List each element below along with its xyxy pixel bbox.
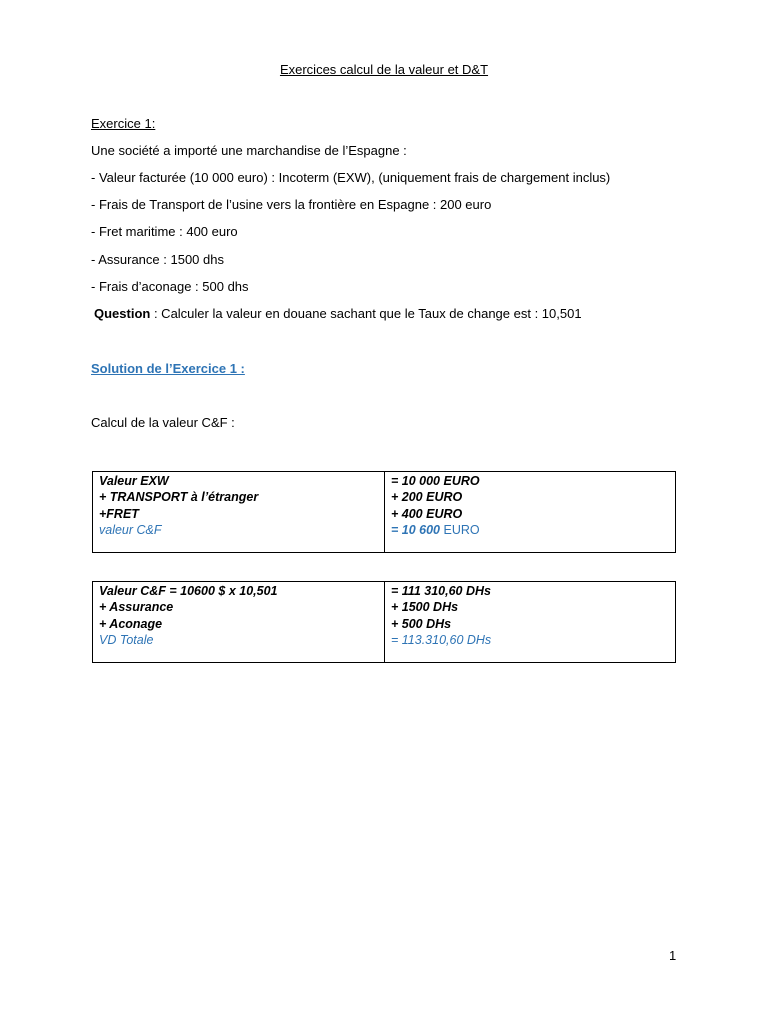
calc-label: Calcul de la valeur C&F :: [91, 415, 235, 430]
question-label: Question: [94, 306, 151, 321]
question-line: [94, 306, 582, 321]
table-value: + 1500 DHs: [391, 600, 459, 615]
paragraph-sea-freight: - Fret maritime : 400 euro: [91, 224, 238, 239]
table-total-value-line: [391, 522, 669, 538]
page-number: 1: [669, 948, 677, 963]
table-total-label: VD Totale: [99, 632, 154, 647]
paragraph-handling-cost: - Frais d’aconage : 500 dhs: [91, 279, 249, 294]
table-value: = 111 310,60 DHs: [391, 584, 491, 598]
table-total-label: valeur C&F: [99, 522, 162, 537]
table-cell-values: [385, 472, 676, 553]
table-total-unit: EURO: [443, 522, 480, 537]
table-label: Valeur EXW: [99, 474, 169, 488]
table-value: = 10 000 EURO: [391, 474, 480, 488]
cf-value-table: [92, 471, 676, 553]
exercise-heading: Exercice 1:: [91, 116, 156, 131]
table-total-value: = 10 600: [391, 522, 441, 537]
table-row: [93, 582, 676, 663]
table-value: + 400 EURO: [391, 506, 463, 521]
customs-value-table: [92, 581, 676, 663]
table-cell-labels: [93, 582, 385, 663]
paragraph-insurance: - Assurance : 1500 dhs: [91, 252, 224, 267]
paragraph-intro: Une société a importé une marchandise de l’Espagne :: [91, 143, 407, 158]
document-title: Exercices calcul de la valeur et D&T: [279, 62, 489, 77]
table-label: Valeur C&F = 10600 $ x 10,501: [99, 584, 278, 598]
table-value: + 200 EURO: [391, 490, 463, 505]
table-total-value: = 113.310,60 DHs: [391, 632, 492, 647]
table-cell-labels: [93, 472, 385, 553]
solution-heading: Solution de l’Exercice 1 :: [91, 361, 245, 376]
table-cell-values: [385, 582, 676, 663]
table-label: + Assurance: [99, 600, 174, 615]
table-label: + TRANSPORT à l’étranger: [99, 490, 259, 505]
paragraph-invoice-value: - Valeur facturée (10 000 euro) : Incoterm (EXW), (uniquement frais de chargement inclus): [91, 170, 611, 185]
table-label: +FRET: [99, 506, 139, 521]
table-label: + Aconage: [99, 616, 163, 631]
question-text: : Calculer la valeur en douane sachant que le Taux de change est : 10,501: [150, 306, 582, 321]
table-row: [93, 472, 676, 553]
table-value: + 500 DHs: [391, 616, 452, 631]
paragraph-transport-cost: - Frais de Transport de l’usine vers la frontière en Espagne : 200 euro: [91, 197, 492, 212]
